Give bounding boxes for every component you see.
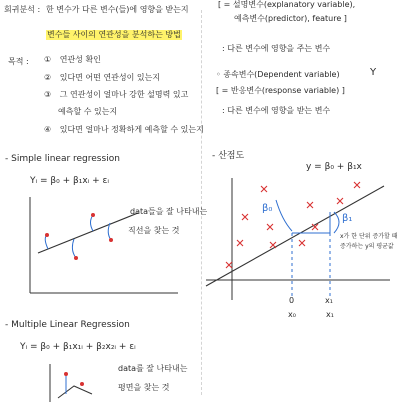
purpose-num: ② <box>44 73 52 82</box>
data-points <box>226 182 360 268</box>
data-point <box>80 382 84 386</box>
beta0-curve <box>276 200 292 231</box>
purpose-item-4 <box>44 125 204 135</box>
data-point <box>267 224 273 230</box>
residual-path <box>91 215 94 231</box>
x-tick-1: x₁ <box>325 296 333 305</box>
purpose-item-3-cont <box>58 107 117 117</box>
purpose-num: ① <box>44 55 52 64</box>
data-point <box>74 256 78 260</box>
data-point <box>226 262 232 268</box>
beta0-label: β₀ <box>262 203 273 214</box>
purpose-text: 그 연관성이 얼마나 강한 설명력 있고 <box>59 90 189 99</box>
data-point <box>91 213 95 217</box>
data-point <box>45 233 49 237</box>
data-point <box>237 240 243 246</box>
residual-path <box>108 223 111 240</box>
residual-path <box>72 239 76 258</box>
scatter-section-title: - 산점도 <box>212 151 245 161</box>
purpose-text: 연관성 확인 <box>59 55 101 64</box>
multiple-annotation-line-1: data를 잘 나타내는 <box>118 364 188 373</box>
dependent-mark: Y <box>370 67 377 78</box>
definition-line-1: 한 변수가 다른 변수(들)에 영향을 받는지 <box>46 5 189 14</box>
response-variable: [ = 반응변수(response variable) ] <box>216 86 345 95</box>
data-point <box>337 198 343 204</box>
purpose-label: 목적 : <box>8 57 29 66</box>
purpose-num: ④ <box>44 125 52 134</box>
simple-annotation-line-2: 직선을 찾는 것 <box>128 226 180 235</box>
multiple-annotation-line-2: 평면을 찾는 것 <box>118 383 170 392</box>
purpose-num: ③ <box>44 90 52 99</box>
purpose-item-1 <box>44 55 101 65</box>
data-point <box>307 202 313 208</box>
multiple-regression-title: - Multiple Linear Regression <box>5 320 130 330</box>
simple-annotation-line-1: data들을 잘 나타내는 <box>130 207 208 216</box>
data-point <box>299 240 305 246</box>
beta-note-line-1: x가 한 단위 증가할 때 <box>340 233 398 240</box>
x-label-0: x₀ <box>288 310 296 319</box>
definition-term: 회귀분석 : <box>4 5 41 14</box>
response-note: : 다른 변수에 영향을 받는 변수 <box>222 106 331 115</box>
residual-path <box>45 235 48 249</box>
multiple-regression-equation: Yᵢ = β₀ + β₁x₁ᵢ + β₂x₂ᵢ + εᵢ <box>20 342 136 352</box>
definition-line-2: 변수들 사이의 연관성을 분석하는 방법 <box>47 30 181 39</box>
data-point <box>261 186 267 192</box>
beta-note-line-2: 증가하는 y의 평균값 <box>340 243 394 250</box>
purpose-item-2 <box>44 73 160 83</box>
beta1-label: β₁ <box>342 213 353 224</box>
dependent-variable: ◦ 종속변수(Dependent variable) <box>216 70 340 79</box>
data-point <box>109 238 113 242</box>
column-divider <box>201 10 202 395</box>
data-point <box>242 214 248 220</box>
data-point <box>354 182 360 188</box>
purpose-text: 예측할 수 있는지 <box>58 107 118 116</box>
beta1-bracket <box>334 212 339 233</box>
explanatory-line-1: [ = 설명변수(explanatory variable), <box>218 0 356 9</box>
simple-regression-equation: Yᵢ = β₀ + β₁xᵢ + εᵢ <box>30 176 110 186</box>
regression-line <box>38 213 138 253</box>
plane-edge <box>58 386 92 398</box>
simple-regression-title: - Simple linear regression <box>5 154 120 164</box>
purpose-text: 있다면 얼마나 정확하게 예측할 수 있는지 <box>59 125 204 134</box>
scatter-equation: y = β₀ + β₁x <box>306 162 362 172</box>
data-point <box>270 242 276 248</box>
explanatory-line-2: 예측변수(predictor), feature ] <box>234 14 347 23</box>
purpose-text: 있다면 어떤 연관성이 있는지 <box>59 73 161 82</box>
x-label-1: x₁ <box>326 310 334 319</box>
purpose-item-3 <box>44 90 188 100</box>
data-point <box>64 372 68 376</box>
explanatory-note: : 다른 변수에 영향을 주는 변수 <box>222 44 331 53</box>
x-tick-0: 0 <box>289 296 295 305</box>
